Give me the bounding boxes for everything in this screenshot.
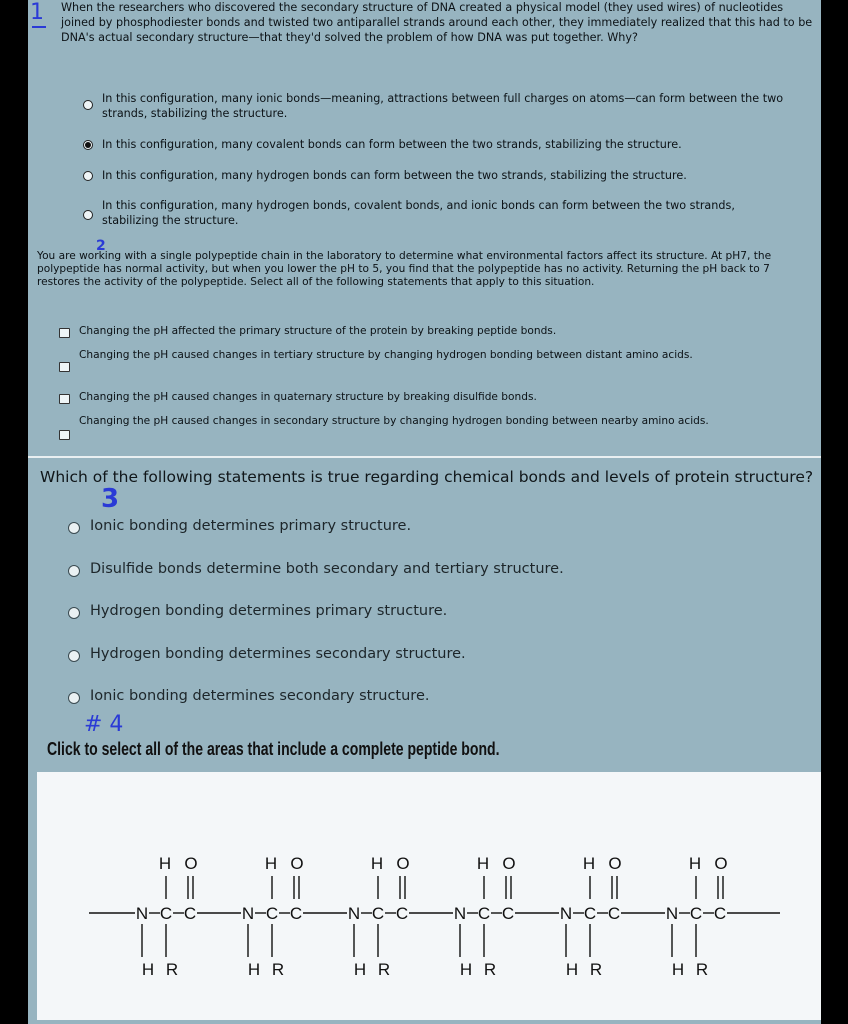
r-group[interactable]: R	[695, 960, 709, 979]
alpha-carbon-atom[interactable]: C	[583, 904, 597, 923]
amide-h-atom[interactable]: H	[247, 960, 261, 979]
q1-option-2-radio[interactable]	[83, 140, 93, 150]
q2-option-2-checkbox[interactable]	[59, 362, 70, 372]
alpha-carbon-atom[interactable]: C	[371, 904, 385, 923]
nitrogen-atom[interactable]: N	[665, 904, 679, 923]
amide-h-atom[interactable]: H	[141, 960, 155, 979]
oxygen-atom[interactable]: O	[608, 854, 622, 873]
q1-number-underline	[32, 26, 46, 28]
amide-h-atom[interactable]: H	[565, 960, 579, 979]
nitrogen-atom[interactable]: N	[241, 904, 255, 923]
carbonyl-carbon-atom[interactable]: C	[501, 904, 515, 923]
r-group[interactable]: R	[377, 960, 391, 979]
q3-number: 3	[101, 484, 120, 514]
alpha-h-atom[interactable]: H	[370, 854, 384, 873]
carbonyl-carbon-atom[interactable]: C	[395, 904, 409, 923]
carbonyl-carbon-atom[interactable]: C	[183, 904, 197, 923]
worksheet	[28, 0, 821, 1024]
carbonyl-carbon-atom[interactable]: C	[607, 904, 621, 923]
peptide-chain-diagram[interactable]	[37, 772, 821, 1020]
oxygen-atom[interactable]: O	[290, 854, 304, 873]
carbonyl-carbon-atom[interactable]: C	[713, 904, 727, 923]
q2-option-1-text[interactable]: Changing the pH affected the primary structure of the protein by breaking peptide bonds.	[79, 325, 557, 337]
oxygen-atom[interactable]: O	[396, 854, 410, 873]
q2-option-3-checkbox[interactable]	[59, 394, 70, 404]
alpha-carbon-atom[interactable]: C	[689, 904, 703, 923]
q3-option-2-radio[interactable]	[68, 565, 80, 577]
q3-option-3-text[interactable]: Hydrogen bonding determines primary structure.	[90, 603, 448, 619]
q3-option-2-text[interactable]: Disulfide bonds determine both secondary and tertiary structure.	[90, 561, 564, 577]
q3-option-4-radio[interactable]	[68, 650, 80, 662]
alpha-h-atom[interactable]: H	[158, 854, 172, 873]
q3-option-3-radio[interactable]	[68, 607, 80, 619]
q2-option-4-text[interactable]: Changing the pH caused changes in secondary structure by changing hydrogen bonding between nearby amino acids.	[79, 415, 709, 427]
q3-question: Which of the following statements is true regarding chemical bonds and levels of protein structure?	[40, 468, 814, 486]
q1-option-3-text[interactable]: In this configuration, many hydrogen bonds can form between the two strands, stabilizing the structure.	[102, 169, 687, 182]
r-group[interactable]: R	[589, 960, 603, 979]
q2-option-2-text[interactable]: Changing the pH caused changes in tertiary structure by changing hydrogen bonding between distant amino acids.	[79, 349, 693, 361]
q1-option-4-text[interactable]: In this configuration, many hydrogen bonds, covalent bonds, and ionic bonds can form between the two strands, stabilizing the structure.	[102, 199, 735, 227]
nitrogen-atom[interactable]: N	[135, 904, 149, 923]
carbonyl-carbon-atom[interactable]: C	[289, 904, 303, 923]
q1-option-4-radio[interactable]	[83, 210, 93, 220]
q3-option-5-text[interactable]: Ionic bonding determines secondary structure.	[90, 688, 430, 704]
q2-option-3-text[interactable]: Changing the pH caused changes in quaternary structure by breaking disulfide bonds.	[79, 391, 537, 403]
amide-h-atom[interactable]: H	[671, 960, 685, 979]
q4-question: Click to select all of the areas that include a complete peptide bond.	[47, 739, 500, 759]
q2-question: You are working with a single polypeptide chain in the laboratory to determine what environmental factors affect its structure. At pH7, the polypeptide has normal activity, but when you lower the pH to 5, you find that the polypeptide has no activity. Returning the pH back to 7 restores the activity of the polypeptide. Select all of the following statements that apply to this situation.	[37, 250, 772, 288]
oxygen-atom[interactable]: O	[184, 854, 198, 873]
alpha-carbon-atom[interactable]: C	[159, 904, 173, 923]
r-group[interactable]: R	[483, 960, 497, 979]
oxygen-atom[interactable]: O	[714, 854, 728, 873]
q2-option-4-checkbox[interactable]	[59, 430, 70, 440]
q3-option-1-text[interactable]: Ionic bonding determines primary structure.	[90, 518, 412, 534]
q2-option-1-checkbox[interactable]	[59, 328, 70, 338]
q3-option-1-radio[interactable]	[68, 522, 80, 534]
q3-option-5-radio[interactable]	[68, 692, 80, 704]
alpha-h-atom[interactable]: H	[582, 854, 596, 873]
r-group[interactable]: R	[271, 960, 285, 979]
q1-question: When the researchers who discovered the secondary structure of DNA created a physical model (they used wires) of nucleotides joined by phosphodiester bonds and twisted two antiparallel strands around each other, they immediately realized that this had to be DNA's actual secondary structure—that they'd solved the problem of how DNA was put together. Why?	[61, 1, 813, 44]
r-group[interactable]: R	[165, 960, 179, 979]
q1-number: 1	[30, 0, 44, 25]
amide-h-atom[interactable]: H	[353, 960, 367, 979]
q1-option-1-text[interactable]: In this configuration, many ionic bonds—meaning, attractions between full charges on atoms—can form between the two strands, stabilizing the structure.	[102, 92, 784, 120]
q1-option-3-radio[interactable]	[83, 171, 93, 181]
nitrogen-atom[interactable]: N	[559, 904, 573, 923]
q4-number: # 4	[84, 712, 124, 737]
alpha-h-atom[interactable]: H	[688, 854, 702, 873]
oxygen-atom[interactable]: O	[502, 854, 516, 873]
q1-option-1-radio[interactable]	[83, 100, 93, 110]
q3-option-4-text[interactable]: Hydrogen bonding determines secondary structure.	[90, 646, 466, 662]
peptide-chain-panel[interactable]	[37, 772, 821, 1020]
alpha-h-atom[interactable]: H	[264, 854, 278, 873]
alpha-h-atom[interactable]: H	[476, 854, 490, 873]
alpha-carbon-atom[interactable]: C	[477, 904, 491, 923]
amide-h-atom[interactable]: H	[459, 960, 473, 979]
q2-number: 2	[96, 238, 106, 254]
nitrogen-atom[interactable]: N	[347, 904, 361, 923]
nitrogen-atom[interactable]: N	[453, 904, 467, 923]
q1-option-2-text[interactable]: In this configuration, many covalent bonds can form between the two strands, stabilizing the structure.	[102, 138, 682, 151]
alpha-carbon-atom[interactable]: C	[265, 904, 279, 923]
section-divider	[28, 456, 821, 458]
